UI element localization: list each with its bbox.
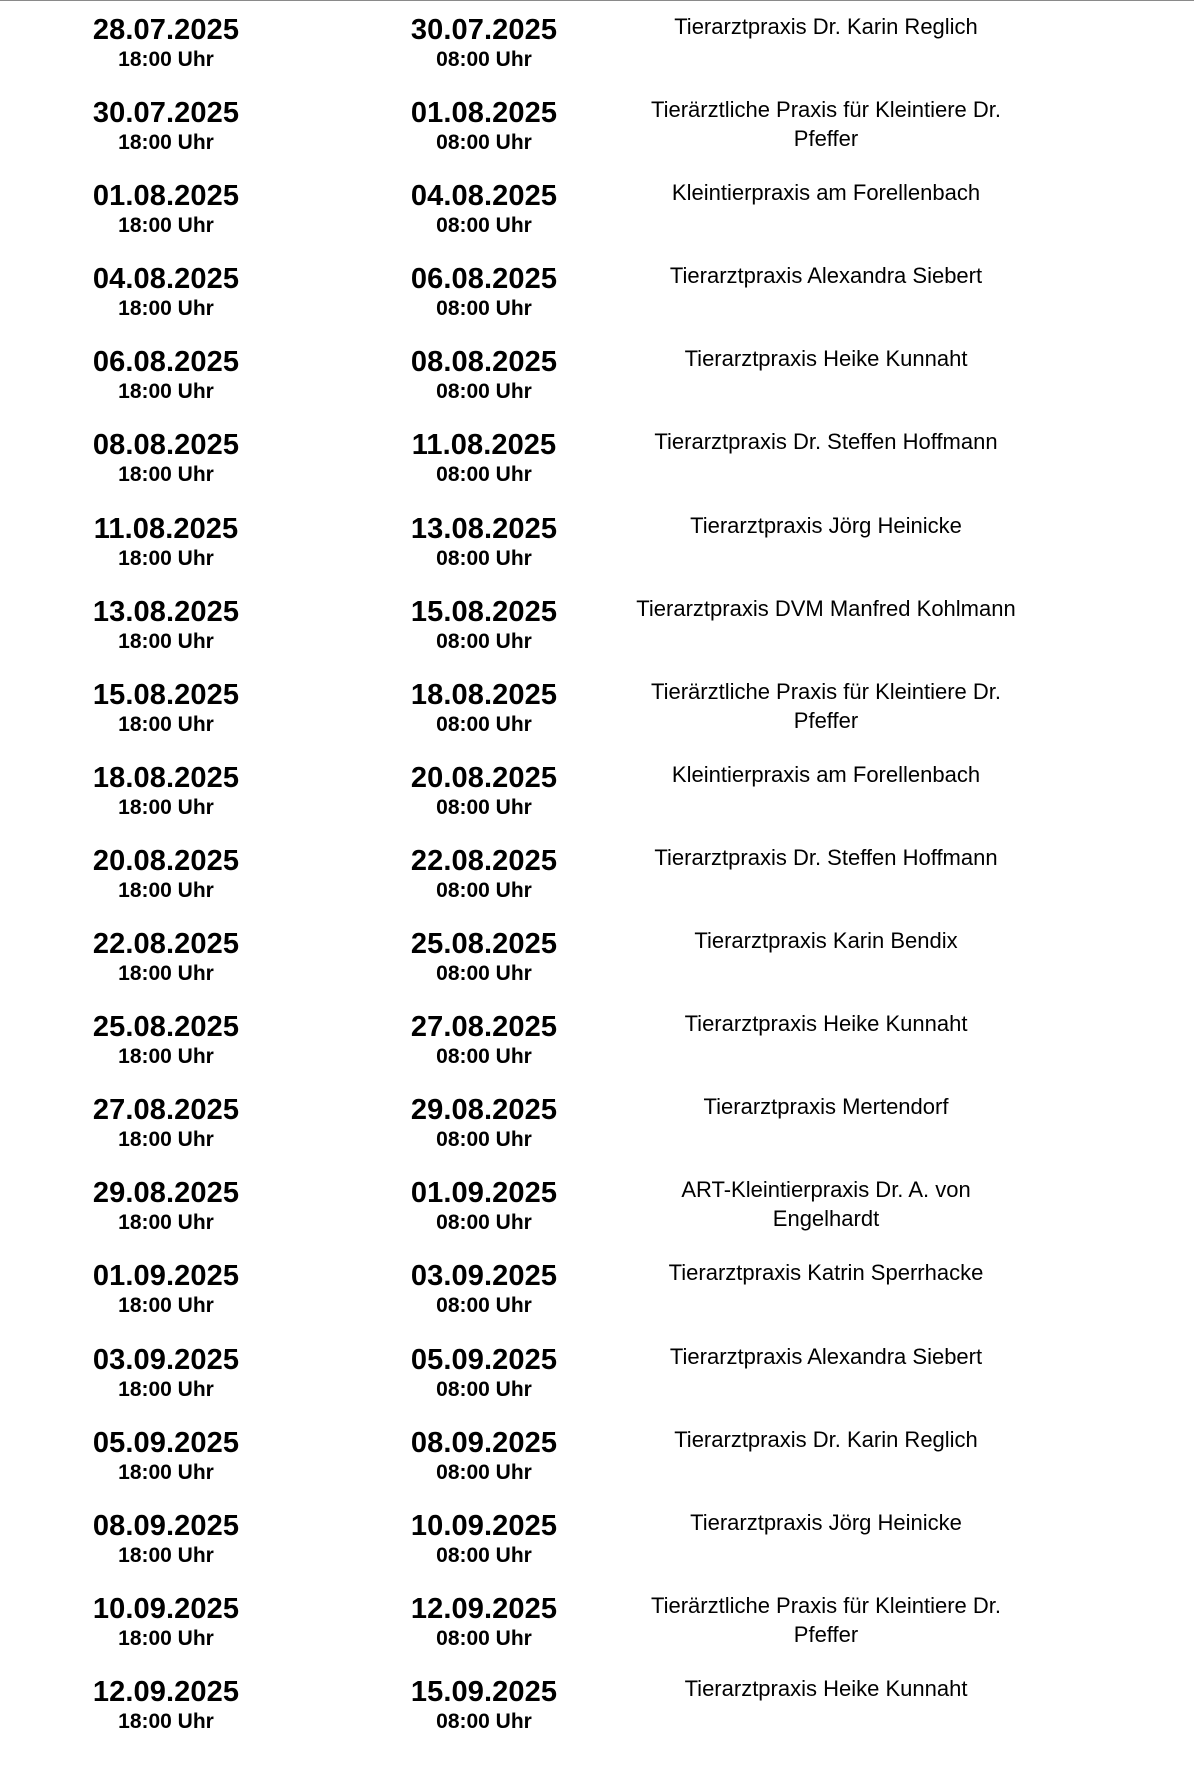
practice-cell — [620, 178, 1032, 207]
end-date: 30.07.2025 — [410, 14, 558, 46]
start-cell — [60, 928, 272, 986]
end-time: 08:00 Uhr — [436, 1377, 532, 1401]
end-time: 08:00 Uhr — [436, 546, 532, 570]
start-date: 11.08.2025 — [93, 512, 239, 545]
start-date: 05.09.2025 — [92, 1426, 240, 1459]
table-row — [0, 91, 1194, 174]
end-cell — [378, 679, 590, 737]
end-time: 08:00 Uhr — [436, 1709, 532, 1733]
start-time: 18:00 Uhr — [118, 1709, 214, 1733]
table-row — [0, 590, 1194, 673]
start-time: 18:00 Uhr — [118, 131, 214, 155]
start-date: 15.08.2025 — [92, 678, 240, 711]
practice-cell — [620, 1508, 1032, 1537]
practice-name: ART-Kleintierpraxis Dr. A. von Engelhardt — [681, 1177, 971, 1232]
table-row — [0, 756, 1194, 839]
start-date: 22.08.2025 — [92, 928, 240, 961]
practice-cell — [620, 1092, 1032, 1121]
start-date: 08.09.2025 — [92, 1509, 240, 1542]
end-cell — [378, 1011, 590, 1069]
table-row — [0, 1088, 1194, 1171]
practice-cell — [620, 95, 1032, 153]
end-date: 20.08.2025 — [410, 761, 558, 794]
start-time: 18:00 Uhr — [118, 380, 214, 404]
start-date: 18.08.2025 — [92, 761, 240, 794]
start-time: 18:00 Uhr — [118, 1543, 214, 1567]
start-time: 18:00 Uhr — [118, 214, 214, 238]
practice-cell — [620, 344, 1032, 373]
table-row — [0, 507, 1194, 590]
end-date: 06.08.2025 — [410, 263, 558, 296]
end-time: 08:00 Uhr — [436, 962, 532, 986]
practice-name: Tierarztpraxis Dr. Karin Reglich — [674, 1426, 978, 1452]
end-date: 27.08.2025 — [410, 1011, 558, 1044]
table-row — [0, 423, 1194, 506]
end-cell — [378, 513, 590, 571]
end-time: 08:00 Uhr — [436, 463, 532, 487]
end-cell — [378, 845, 590, 903]
practice-cell — [620, 511, 1032, 540]
end-cell — [378, 180, 590, 238]
end-cell — [378, 596, 590, 654]
table-row — [0, 839, 1194, 922]
table-row — [0, 257, 1194, 340]
practice-name: Tierarztpraxis Jörg Heinicke — [690, 512, 962, 538]
start-time: 18:00 Uhr — [118, 546, 214, 570]
end-cell — [378, 1676, 590, 1734]
end-time: 08:00 Uhr — [436, 380, 532, 404]
end-cell — [378, 1427, 590, 1485]
start-time: 18:00 Uhr — [118, 1460, 214, 1484]
start-cell — [60, 596, 272, 654]
table-row — [0, 1005, 1194, 1088]
top-rule — [0, 0, 1194, 1]
end-date: 25.08.2025 — [410, 928, 558, 961]
start-time: 18:00 Uhr — [118, 48, 214, 71]
start-date: 03.09.2025 — [92, 1343, 240, 1376]
start-time: 18:00 Uhr — [118, 878, 214, 902]
start-cell — [60, 1011, 272, 1069]
end-time: 08:00 Uhr — [436, 1294, 532, 1318]
table-row — [0, 1670, 1194, 1753]
table-row — [0, 1587, 1194, 1670]
practice-cell — [620, 1342, 1032, 1371]
end-date: 01.08.2025 — [410, 97, 558, 130]
start-date: 20.08.2025 — [92, 844, 240, 877]
end-cell — [378, 1593, 590, 1651]
start-time: 18:00 Uhr — [118, 1128, 214, 1152]
end-cell — [378, 1344, 590, 1402]
start-time: 18:00 Uhr — [118, 1626, 214, 1650]
practice-name: Tierärztliche Praxis für Kleintiere Dr. Pfeffer — [650, 678, 1002, 733]
table-row — [0, 1338, 1194, 1421]
start-cell — [60, 513, 272, 571]
end-time: 08:00 Uhr — [436, 131, 532, 155]
end-date: 29.08.2025 — [410, 1094, 558, 1127]
end-date: 11.08.2025 — [411, 429, 557, 462]
end-cell — [378, 928, 590, 986]
table-row — [0, 922, 1194, 1005]
start-cell — [60, 346, 272, 404]
practice-name: Tierarztpraxis Karin Bendix — [694, 928, 958, 954]
end-cell — [378, 1510, 590, 1568]
practice-name: Tierarztpraxis DVM Manfred Kohlmann — [636, 595, 1016, 621]
practice-cell — [620, 677, 1032, 735]
end-time: 08:00 Uhr — [436, 1128, 532, 1152]
end-date: 10.09.2025 — [410, 1509, 558, 1542]
practice-name: Tierärztliche Praxis für Kleintiere Dr. Pfeffer — [650, 1592, 1002, 1647]
start-cell — [60, 679, 272, 737]
end-time: 08:00 Uhr — [436, 297, 532, 321]
practice-cell — [620, 760, 1032, 789]
start-date: 27.08.2025 — [92, 1094, 240, 1127]
end-date: 08.09.2025 — [410, 1426, 558, 1459]
start-time: 18:00 Uhr — [118, 795, 214, 819]
start-date: 12.09.2025 — [92, 1675, 240, 1708]
end-time: 08:00 Uhr — [436, 1626, 532, 1650]
practice-name: Tierarztpraxis Heike Kunnaht — [684, 1675, 968, 1701]
start-time: 18:00 Uhr — [118, 1377, 214, 1401]
end-date: 18.08.2025 — [410, 678, 558, 711]
start-time: 18:00 Uhr — [118, 712, 214, 736]
practice-name: Tierarztpraxis Heike Kunnaht — [684, 346, 968, 372]
practice-name: Tierarztpraxis Dr. Karin Reglich — [674, 14, 978, 39]
start-cell — [60, 1510, 272, 1568]
practice-cell — [620, 427, 1032, 456]
start-time: 18:00 Uhr — [118, 463, 214, 487]
start-cell — [60, 1260, 272, 1318]
practice-cell — [620, 12, 1032, 41]
end-cell — [378, 429, 590, 487]
start-date: 04.08.2025 — [92, 263, 240, 296]
practice-name: Tierarztpraxis Alexandra Siebert — [669, 263, 983, 289]
emergency-schedule-table — [0, 8, 1194, 1753]
end-date: 12.09.2025 — [410, 1592, 558, 1625]
start-date: 28.07.2025 — [92, 14, 240, 46]
end-date: 05.09.2025 — [410, 1343, 558, 1376]
end-time: 08:00 Uhr — [436, 1211, 532, 1235]
end-time: 08:00 Uhr — [436, 1460, 532, 1484]
start-cell — [60, 1344, 272, 1402]
start-time: 18:00 Uhr — [118, 1294, 214, 1318]
practice-cell — [620, 1674, 1032, 1703]
end-date: 08.08.2025 — [410, 346, 558, 379]
start-cell — [60, 1427, 272, 1485]
practice-cell — [620, 926, 1032, 955]
start-cell — [60, 845, 272, 903]
end-cell — [378, 762, 590, 820]
end-cell — [378, 263, 590, 321]
table-row — [0, 340, 1194, 423]
table-row — [0, 8, 1194, 91]
practice-name: Tierarztpraxis Dr. Steffen Hoffmann — [654, 429, 998, 455]
end-time: 08:00 Uhr — [436, 214, 532, 238]
start-date: 06.08.2025 — [92, 346, 240, 379]
start-time: 18:00 Uhr — [118, 297, 214, 321]
start-date: 08.08.2025 — [92, 429, 240, 462]
start-cell — [60, 429, 272, 487]
table-row — [0, 1421, 1194, 1504]
start-cell — [60, 1676, 272, 1734]
table-row — [0, 673, 1194, 756]
end-time: 08:00 Uhr — [436, 1045, 532, 1069]
start-time: 18:00 Uhr — [118, 1045, 214, 1069]
practice-name: Tierarztpraxis Heike Kunnaht — [684, 1011, 968, 1037]
table-row — [0, 174, 1194, 257]
start-date: 29.08.2025 — [92, 1177, 240, 1210]
end-time: 08:00 Uhr — [436, 878, 532, 902]
end-time: 08:00 Uhr — [436, 712, 532, 736]
end-date: 01.09.2025 — [410, 1177, 558, 1210]
start-cell — [60, 14, 272, 72]
start-cell — [60, 1177, 272, 1235]
end-date: 15.09.2025 — [410, 1675, 558, 1708]
practice-cell — [620, 1258, 1032, 1287]
end-cell — [378, 97, 590, 155]
end-time: 08:00 Uhr — [436, 629, 532, 653]
practice-name: Kleintierpraxis am Forellenbach — [671, 180, 981, 206]
practice-name: Tierarztpraxis Dr. Steffen Hoffmann — [654, 844, 998, 870]
practice-name: Tierärztliche Praxis für Kleintiere Dr. Pfeffer — [650, 97, 1002, 152]
end-cell — [378, 1177, 590, 1235]
practice-name: Tierarztpraxis Alexandra Siebert — [669, 1343, 983, 1369]
end-date: 03.09.2025 — [410, 1260, 558, 1293]
end-cell — [378, 346, 590, 404]
start-cell — [60, 762, 272, 820]
end-time: 08:00 Uhr — [436, 48, 532, 71]
end-cell — [378, 1260, 590, 1318]
end-date: 13.08.2025 — [410, 512, 558, 545]
end-cell — [378, 1094, 590, 1152]
table-row — [0, 1254, 1194, 1337]
start-date: 01.08.2025 — [92, 180, 240, 213]
start-date: 25.08.2025 — [92, 1011, 240, 1044]
start-time: 18:00 Uhr — [118, 962, 214, 986]
table-row — [0, 1504, 1194, 1587]
start-cell — [60, 180, 272, 238]
start-date: 13.08.2025 — [92, 595, 240, 628]
start-date: 01.09.2025 — [92, 1260, 240, 1293]
start-cell — [60, 263, 272, 321]
end-time: 08:00 Uhr — [436, 1543, 532, 1567]
end-time: 08:00 Uhr — [436, 795, 532, 819]
end-cell — [378, 14, 590, 72]
practice-name: Tierarztpraxis Katrin Sperrhacke — [668, 1260, 984, 1286]
start-time: 18:00 Uhr — [118, 629, 214, 653]
start-time: 18:00 Uhr — [118, 1211, 214, 1235]
practice-cell — [620, 261, 1032, 290]
start-cell — [60, 97, 272, 155]
start-date: 30.07.2025 — [92, 97, 240, 130]
start-date: 10.09.2025 — [92, 1592, 240, 1625]
practice-name: Tierarztpraxis Jörg Heinicke — [690, 1509, 962, 1535]
start-cell — [60, 1094, 272, 1152]
table-row — [0, 1171, 1194, 1254]
practice-cell — [620, 1009, 1032, 1038]
practice-cell — [620, 1425, 1032, 1454]
practice-name: Tierarztpraxis Mertendorf — [703, 1094, 949, 1120]
start-cell — [60, 1593, 272, 1651]
end-date: 04.08.2025 — [410, 180, 558, 213]
practice-cell — [620, 843, 1032, 872]
end-date: 22.08.2025 — [410, 844, 558, 877]
practice-cell — [620, 594, 1032, 623]
practice-cell — [620, 1591, 1032, 1649]
practice-cell — [620, 1175, 1032, 1233]
practice-name: Kleintierpraxis am Forellenbach — [671, 761, 981, 787]
end-date: 15.08.2025 — [410, 595, 558, 628]
